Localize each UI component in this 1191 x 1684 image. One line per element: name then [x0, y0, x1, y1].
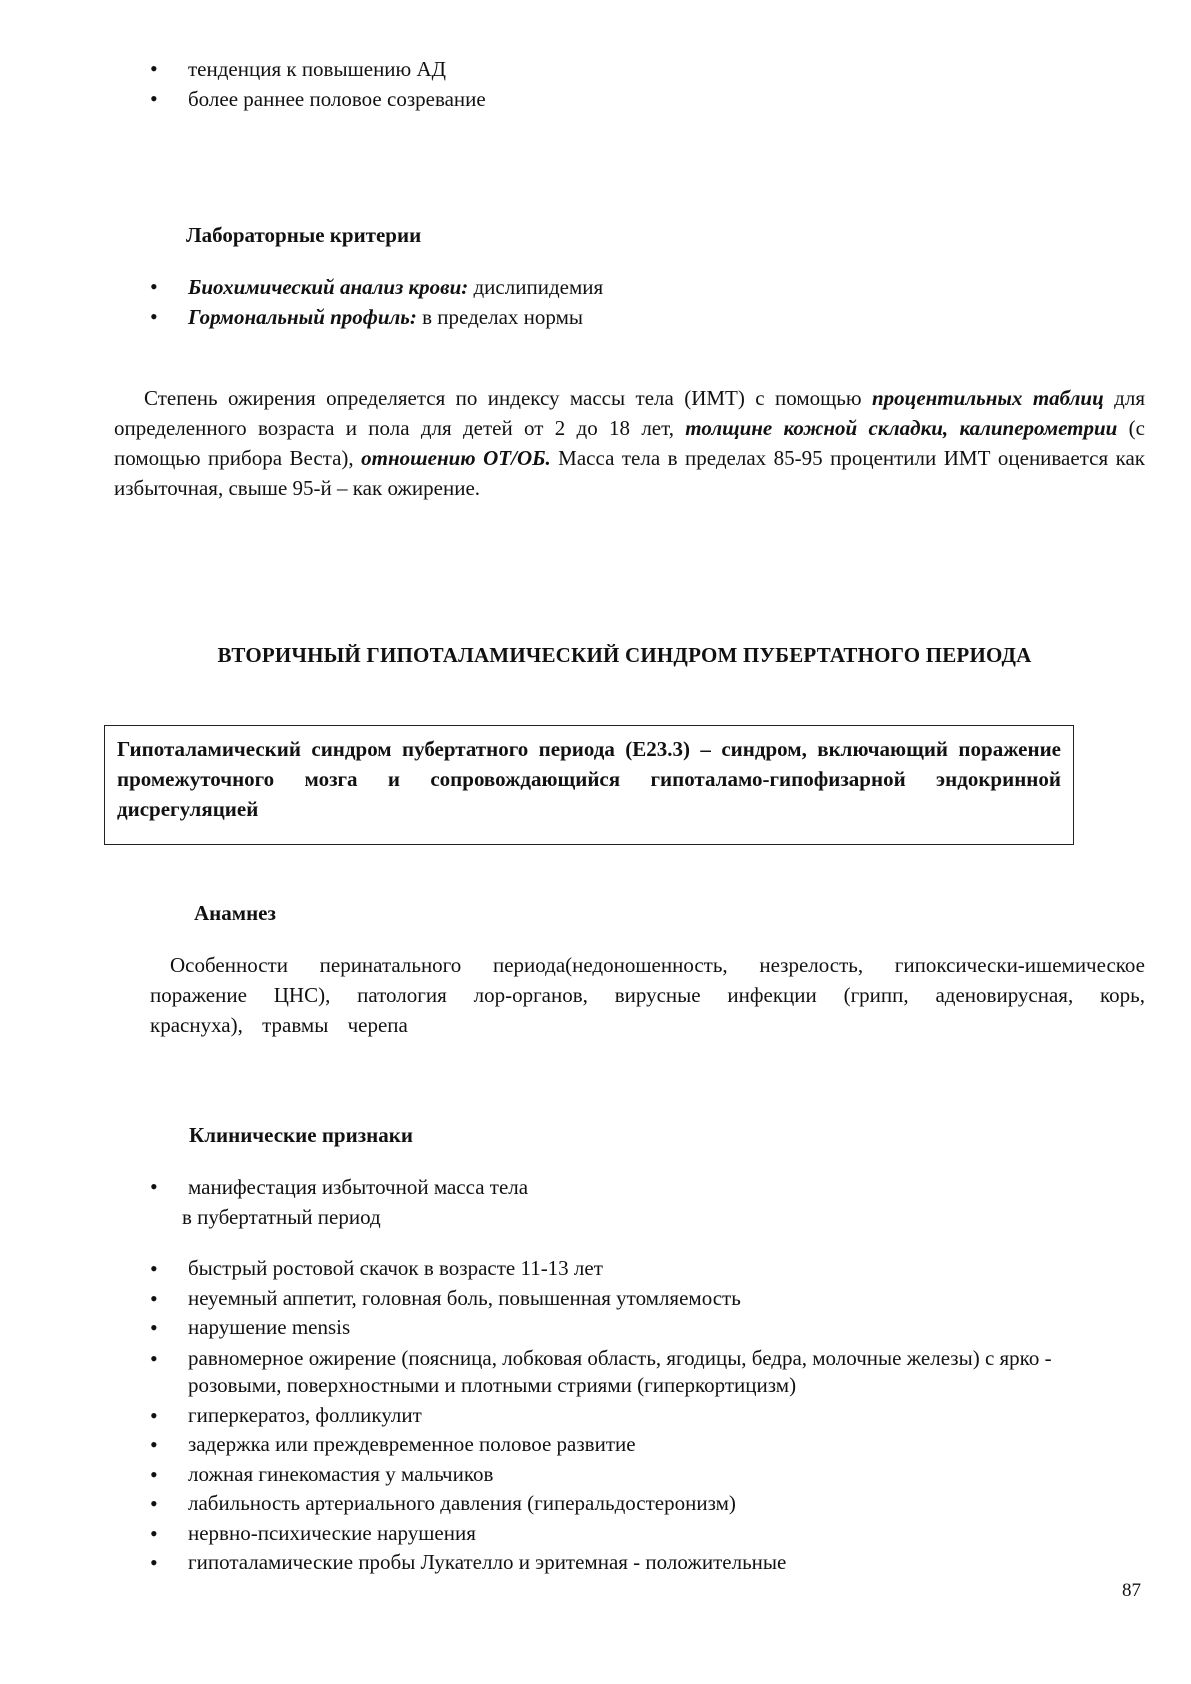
lab-item-text: дислипидемия: [468, 275, 604, 299]
lab-item-label: Биохимический анализ крови:: [188, 275, 469, 299]
degree-paragraph: [114, 383, 1145, 503]
paragraph-text: Масса тела в пределах 85-95 процентили ИМТ оценивается как избыточная, свыше 95-й – как ожирение.: [114, 446, 1145, 500]
list-item: • ложная гинекомастия у мальчиков: [150, 1460, 1145, 1490]
paragraph-emphasis: отношению ОТ/ОБ.: [361, 446, 551, 470]
list-item-line: манифестация избыточной масса тела: [188, 1175, 529, 1199]
clinical-first-list: [150, 1172, 1145, 1232]
paragraph-emphasis: толщине кожной складки, калиперометрии: [685, 416, 1118, 440]
anamnesis-paragraph: Особенности перинатального периода(недоношенность, незрелость, гипоксически-ишемическое поражение ЦНС), патология лор-органов, вирусные инфекции (грипп, аденовирусная, корь, краснуха), травмы черепа: [150, 953, 1145, 1037]
list-item: • нервно-психические нарушения: [150, 1519, 1145, 1549]
list-item: [150, 302, 1050, 332]
paragraph-emphasis: процентильных таблиц: [871, 386, 1104, 410]
list-item: • нарушение mensis: [150, 1313, 1145, 1343]
list-item: • лабильность артериального давления (гиперальдостеронизм): [150, 1489, 1145, 1519]
list-item: • тенденция к повышению АД: [150, 54, 1050, 84]
list-item: • равномерное ожирение (поясница, лобковая область, ягодицы, бедра, молочные железы) с ярко - розовыми, поверхностными и плотными стриями (гиперкортицизм): [150, 1345, 1145, 1399]
list-item-line: в пубертатный период: [182, 1205, 381, 1229]
page-number: 87: [1122, 1580, 1141, 1601]
list-item: • задержка или преждевременное половое развитие: [150, 1430, 1145, 1460]
list-item: • гиперкератоз, фолликулит: [150, 1401, 1145, 1431]
anamnesis-heading: Анамнез: [194, 901, 276, 925]
lab-list: [150, 272, 1050, 332]
clinical-list: [150, 1254, 1145, 1578]
lab-item-text: в пределах нормы: [416, 305, 583, 329]
list-item: [150, 272, 1050, 302]
list-item: • неуемный аппетит, головная боль, повышенная утомляемость: [150, 1284, 1145, 1314]
list-item: • более раннее половое созревание: [150, 84, 1050, 114]
paragraph-text: для определенного возраста и пола для детей от 2 до 18 лет,: [114, 386, 1145, 440]
paragraph-text: Степень ожирения определяется по индексу массы тела (ИМТ) с помощью: [144, 386, 872, 410]
lab-item-label: Гормональный профиль:: [188, 305, 417, 329]
list-item: • гипоталамические пробы Лукателло и эритемная - положительные: [150, 1548, 1145, 1578]
list-item: • быстрый ростовой скачок в возрасте 11-13 лет: [150, 1254, 1145, 1284]
top-bullet-list: [150, 54, 1050, 114]
paragraph-text: (с помощью прибора Веста),: [114, 416, 1145, 470]
section-title: ВТОРИЧНЫЙ ГИПОТАЛАМИЧЕСКИЙ СИНДРОМ ПУБЕРТАТНОГО ПЕРИОДА: [217, 643, 1032, 667]
list-item: [150, 1172, 1145, 1232]
clinical-heading: Клинические признаки: [189, 1123, 413, 1147]
definition-box: Гипоталамический синдром пубертатного периода (Е23.3) – синдром, включающий поражение промежуточного мозга и сопровождающийся гипоталамо-гипофизарной эндокринной дисрегуляцией: [104, 725, 1074, 845]
lab-heading: Лабораторные критерии: [186, 223, 422, 247]
